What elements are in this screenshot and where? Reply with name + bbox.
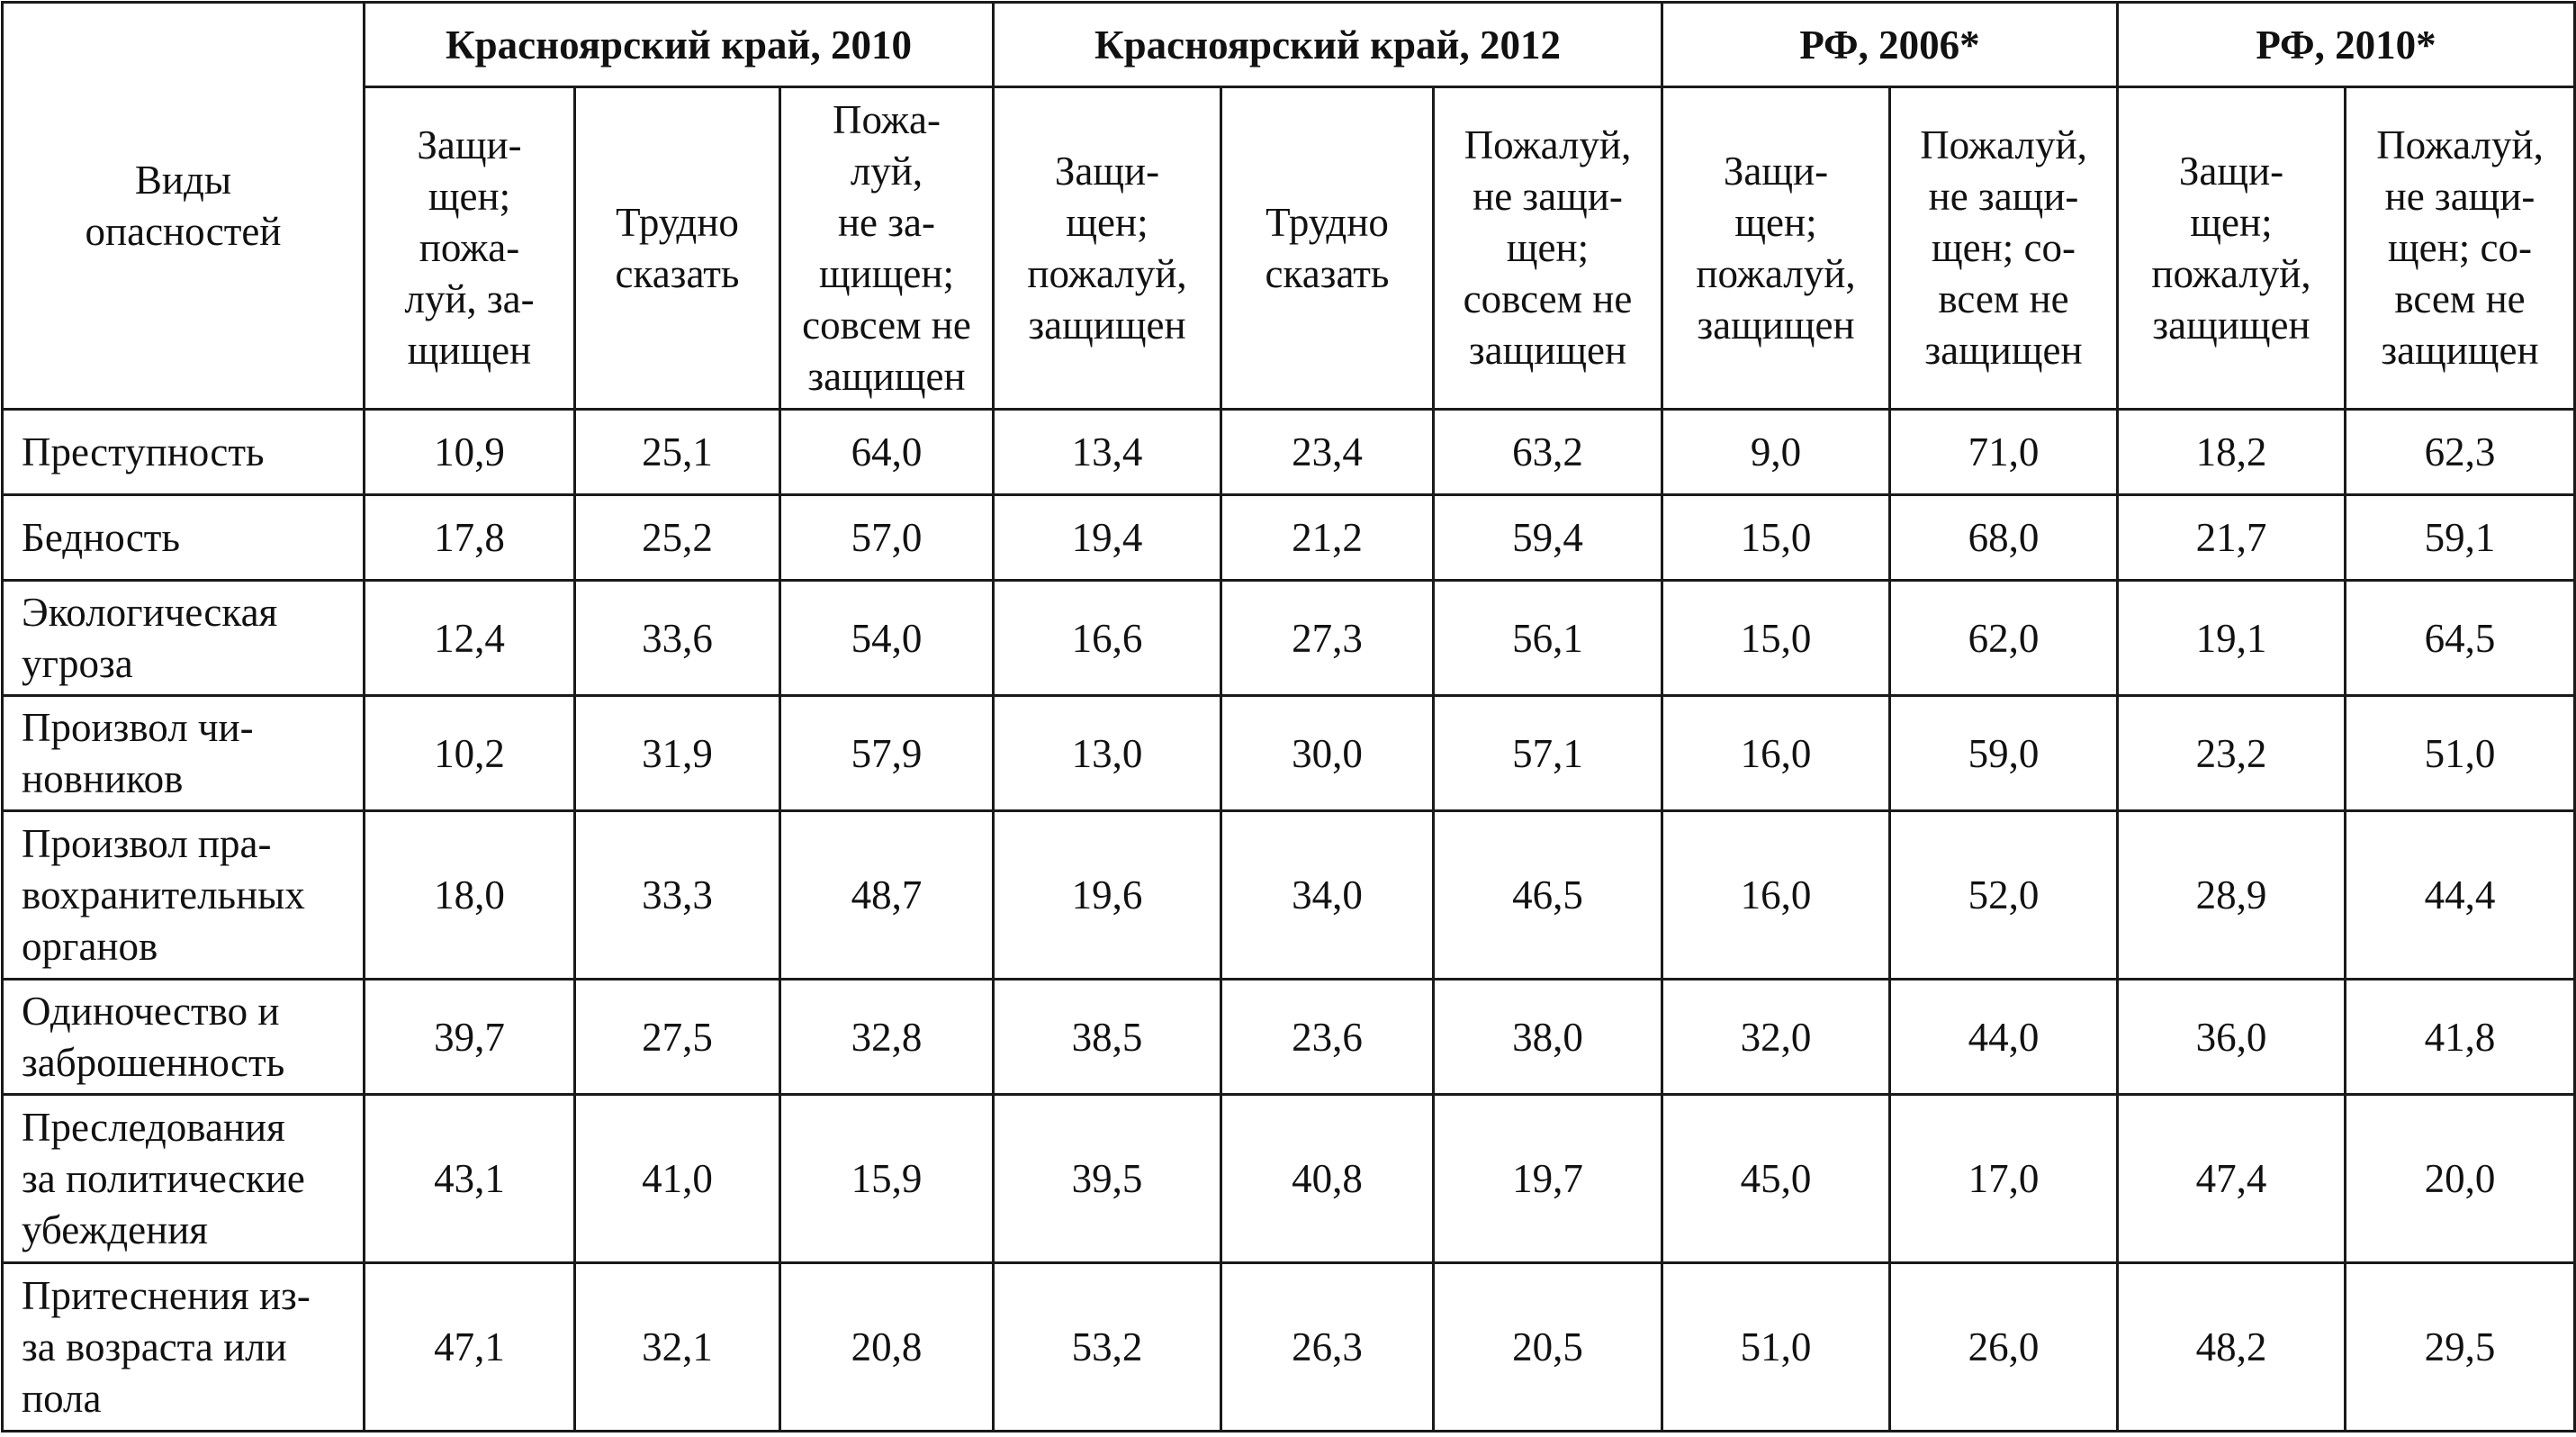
value-cell: 57,9 [780, 696, 994, 811]
value-cell: 57,0 [780, 495, 994, 581]
value-cell: 38,0 [1434, 980, 1662, 1095]
subheader-hard-to-say: Трудно сказать [575, 87, 780, 410]
value-cell: 10,2 [365, 696, 575, 811]
value-cell: 28,9 [2118, 811, 2346, 980]
row-label-cell: Одиночество и заброшенность [3, 980, 365, 1095]
group-header-krasnoyarsk-2012: Красноярский край, 2012 [994, 3, 1662, 87]
value-cell: 45,0 [1662, 1095, 1890, 1263]
table-row [3, 410, 2575, 495]
value-cell: 20,8 [780, 1263, 994, 1432]
row-label-cell: Преследования за политические убеждения [3, 1095, 365, 1263]
value-cell: 23,6 [1221, 980, 1434, 1095]
subheader-not-protected: Пожалуй, не защи- щен; совсем не защищен [1434, 87, 1662, 410]
safety-perception-table [1, 1, 2576, 1432]
value-cell: 62,3 [2346, 410, 2575, 495]
table-row [3, 1095, 2575, 1263]
value-cell: 48,2 [2118, 1263, 2346, 1432]
value-cell: 33,6 [575, 581, 780, 696]
value-cell: 46,5 [1434, 811, 1662, 980]
value-cell: 17,0 [1890, 1095, 2118, 1263]
value-cell: 47,1 [365, 1263, 575, 1432]
value-cell: 13,4 [994, 410, 1221, 495]
value-cell: 25,1 [575, 410, 780, 495]
subheader-not-protected: Пожалуй, не защи- щен; со- всем не защищен [1890, 87, 2118, 410]
subheader-not-protected: Пожа- луй, не за- щищен; совсем не защищен [780, 87, 994, 410]
value-cell: 10,9 [365, 410, 575, 495]
value-cell: 53,2 [994, 1263, 1221, 1432]
value-cell: 36,0 [2118, 980, 2346, 1095]
value-cell: 15,0 [1662, 581, 1890, 696]
value-cell: 57,1 [1434, 696, 1662, 811]
value-cell: 56,1 [1434, 581, 1662, 696]
table-row [3, 1263, 2575, 1432]
table-row [3, 581, 2575, 696]
value-cell: 59,4 [1434, 495, 1662, 581]
value-cell: 51,0 [1662, 1263, 1890, 1432]
row-label-cell: Бедность [3, 495, 365, 581]
table-row [3, 980, 2575, 1095]
subheader-not-protected: Пожалуй, не защи- щен; со- всем не защищен [2346, 87, 2575, 410]
value-cell: 41,0 [575, 1095, 780, 1263]
value-cell: 32,8 [780, 980, 994, 1095]
value-cell: 21,2 [1221, 495, 1434, 581]
value-cell: 33,3 [575, 811, 780, 980]
value-cell: 34,0 [1221, 811, 1434, 980]
subheader-protected: Защи- щен; пожалуй, защищен [1662, 87, 1890, 410]
row-label-cell: Экологическая угроза [3, 581, 365, 696]
group-header-row [3, 3, 2575, 87]
value-cell: 17,8 [365, 495, 575, 581]
value-cell: 39,7 [365, 980, 575, 1095]
value-cell: 19,7 [1434, 1095, 1662, 1263]
column-header-danger-types: Виды опасностей [3, 3, 365, 410]
value-cell: 43,1 [365, 1095, 575, 1263]
value-cell: 19,6 [994, 811, 1221, 980]
row-label-cell: Произвол пра- вохранительных органов [3, 811, 365, 980]
value-cell: 31,9 [575, 696, 780, 811]
value-cell: 15,9 [780, 1095, 994, 1263]
value-cell: 71,0 [1890, 410, 2118, 495]
value-cell: 12,4 [365, 581, 575, 696]
value-cell: 39,5 [994, 1095, 1221, 1263]
value-cell: 16,0 [1662, 811, 1890, 980]
value-cell: 26,3 [1221, 1263, 1434, 1432]
value-cell: 23,4 [1221, 410, 1434, 495]
value-cell: 25,2 [575, 495, 780, 581]
value-cell: 30,0 [1221, 696, 1434, 811]
subheader-protected: Защи- щен; пожа- луй, за- щищен [365, 87, 575, 410]
value-cell: 64,0 [780, 410, 994, 495]
value-cell: 32,0 [1662, 980, 1890, 1095]
value-cell: 16,0 [1662, 696, 1890, 811]
table-row [3, 495, 2575, 581]
value-cell: 68,0 [1890, 495, 2118, 581]
value-cell: 38,5 [994, 980, 1221, 1095]
row-label-cell: Притеснения из- за возраста или пола [3, 1263, 365, 1432]
value-cell: 13,0 [994, 696, 1221, 811]
subheader-protected: Защи- щен; пожалуй, защищен [2118, 87, 2346, 410]
value-cell: 54,0 [780, 581, 994, 696]
value-cell: 19,1 [2118, 581, 2346, 696]
value-cell: 63,2 [1434, 410, 1662, 495]
value-cell: 19,4 [994, 495, 1221, 581]
table-row [3, 811, 2575, 980]
value-cell: 51,0 [2346, 696, 2575, 811]
subheader-hard-to-say: Трудно сказать [1221, 87, 1434, 410]
value-cell: 21,7 [2118, 495, 2346, 581]
value-cell: 18,2 [2118, 410, 2346, 495]
value-cell: 64,5 [2346, 581, 2575, 696]
value-cell: 26,0 [1890, 1263, 2118, 1432]
value-cell: 52,0 [1890, 811, 2118, 980]
row-label-cell: Произвол чи- новников [3, 696, 365, 811]
value-cell: 27,3 [1221, 581, 1434, 696]
value-cell: 59,0 [1890, 696, 2118, 811]
value-cell: 18,0 [365, 811, 575, 980]
value-cell: 40,8 [1221, 1095, 1434, 1263]
subheader-protected: Защи- щен; пожалуй, защищен [994, 87, 1221, 410]
group-header-rf-2010: РФ, 2010* [2118, 3, 2575, 87]
value-cell: 20,0 [2346, 1095, 2575, 1263]
value-cell: 44,0 [1890, 980, 2118, 1095]
table-row [3, 696, 2575, 811]
value-cell: 9,0 [1662, 410, 1890, 495]
value-cell: 27,5 [575, 980, 780, 1095]
value-cell: 62,0 [1890, 581, 2118, 696]
value-cell: 20,5 [1434, 1263, 1662, 1432]
value-cell: 59,1 [2346, 495, 2575, 581]
value-cell: 41,8 [2346, 980, 2575, 1095]
value-cell: 23,2 [2118, 696, 2346, 811]
value-cell: 15,0 [1662, 495, 1890, 581]
row-label-cell: Преступность [3, 410, 365, 495]
value-cell: 16,6 [994, 581, 1221, 696]
value-cell: 32,1 [575, 1263, 780, 1432]
subheader-row [3, 87, 2575, 410]
value-cell: 48,7 [780, 811, 994, 980]
value-cell: 29,5 [2346, 1263, 2575, 1432]
group-header-krasnoyarsk-2010: Красноярский край, 2010 [365, 3, 994, 87]
table-body [3, 410, 2575, 1432]
value-cell: 47,4 [2118, 1095, 2346, 1263]
value-cell: 44,4 [2346, 811, 2575, 980]
group-header-rf-2006: РФ, 2006* [1662, 3, 2118, 87]
